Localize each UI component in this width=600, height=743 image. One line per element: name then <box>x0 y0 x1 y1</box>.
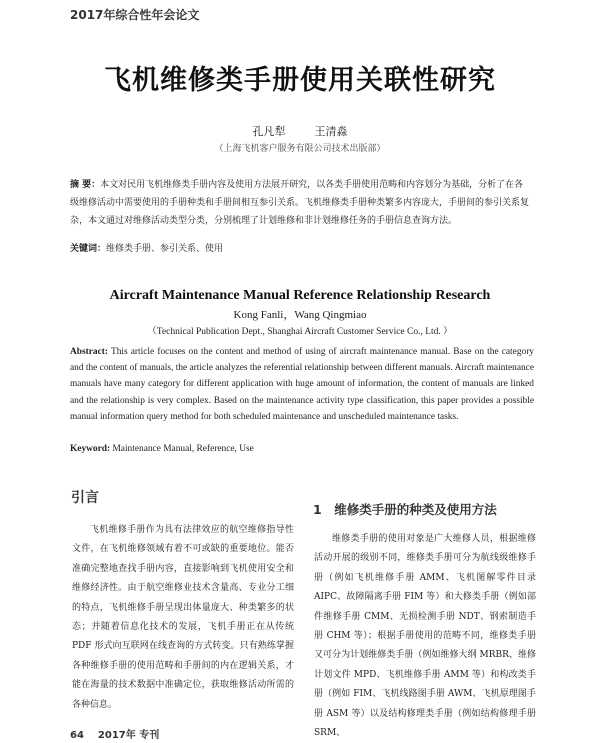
keywords-cn-text: 维修类手册、参引关系、使用 <box>106 244 224 254</box>
keywords-en <box>70 444 534 454</box>
affiliation-en: （Technical Publication Dept., Shanghai Aircraft Customer Service Co., Ltd. ） <box>147 327 453 337</box>
abstract-cn <box>70 176 532 230</box>
page-footer <box>70 726 173 741</box>
issue-label: 2017年 专刊 <box>97 730 160 741</box>
abstract-en <box>70 344 534 425</box>
section1-heading: 1 维修类手册的种类及使用方法 <box>313 502 497 517</box>
abstract-en-label: Abstract: <box>70 347 109 357</box>
section1-text: 维修类手册的使用对象是广大维修人员，根据维修活动开展的级别不同，维修类手册可分为航线级维修手册（例如飞机维修手册 AMM、飞机图解零件目录 AIPC、故障隔离手册 FIM 等）和大修类手册（例如部件维修手册 CMM、无损检测手册 NDT、钢索制造手册 CHM 等）；根据手册使用的范畴不同，维修类手册又可分为计划维修类手册（例如维修大纲 MRBR、维修计划文件 MPD、飞机维修手册 AMM 等）和构改类手册（例如 FIM、飞机线路图手册 AWM、飞机原理图手册 ASM 等）以及结构修理类手册（例如结构修理手册 SRM、 <box>314 534 536 739</box>
affiliation-cn: （上海飞机客户服务有限公司技术出版部） <box>214 144 386 154</box>
keywords-cn <box>70 241 532 254</box>
author-2: 王清淼 <box>314 125 348 138</box>
title-en: Aircraft Maintenance Manual Reference Relationship Research <box>109 288 491 303</box>
keywords-en-text: Maintenance Manual, Reference, Use <box>112 444 254 454</box>
page-number: 64 <box>70 730 84 741</box>
intro-text: 飞机维修手册作为具有法律效应的航空维修指导性文件，在飞机维修领域有着不可或缺的重要地位。能否准确完整地查找手册内容，直接影响到飞机使用安全和维修经济性。由于航空维修业技术含量高、专业分工细的特点，飞机维修手册呈现出体量庞大、种类繁多的状态；并随着信息化技术的发展，飞机手册正在从传统 PDF 形式向互联网在线查询的方式转变。只有熟练掌握各种维修手册的使用范畴和手册间的内在逻辑关系，才能在海量的技术数据中准确定位，获取维修活动所需的各种信息。 <box>72 525 294 710</box>
authors-cn <box>0 123 600 139</box>
keywords-cn-label: 关键词： <box>70 244 107 254</box>
title-cn: 飞机维修类手册使用关联性研究 <box>104 65 496 96</box>
authors-en: Kong Fanli，Wang Qingmiao <box>233 309 367 321</box>
keywords-en-label: Keyword: <box>70 444 111 454</box>
abstract-en-text: This article focuses on the content and method of using of aircraft maintenance manual. Base on the category and the content of manuals, the article analyzes the referential relationship between different manuals. Aircraft maintenance manuals have many category for different application with huge amount of information, the content of manuals are linked and the relationship is very complex. Based on the maintenance activity type classification, this paper provides a possible manual information query method for both scheduled maintenance and unscheduled maintenance tasks. <box>70 347 534 422</box>
abstract-cn-text: 本文对民用飞机维修类手册内容及使用方法展开研究，以各类手册使用范畴和内容划分为基础，分析了在各级维修活动中需要使用的手册种类和手册间相互参引关系。飞机维修类手册种类繁多内容庞大，手册间的参引关系复杂，本文通过对维修活动类型分类，分别梳理了计划维修和非计划维修任务的手册信息查询方法。 <box>70 180 530 226</box>
journal-header: 2017年综合性年会论文 <box>70 8 200 22</box>
author-1: 孔凡犁 <box>252 125 286 138</box>
intro-heading: 引言 <box>71 490 99 506</box>
abstract-cn-label: 摘 要： <box>70 180 101 190</box>
